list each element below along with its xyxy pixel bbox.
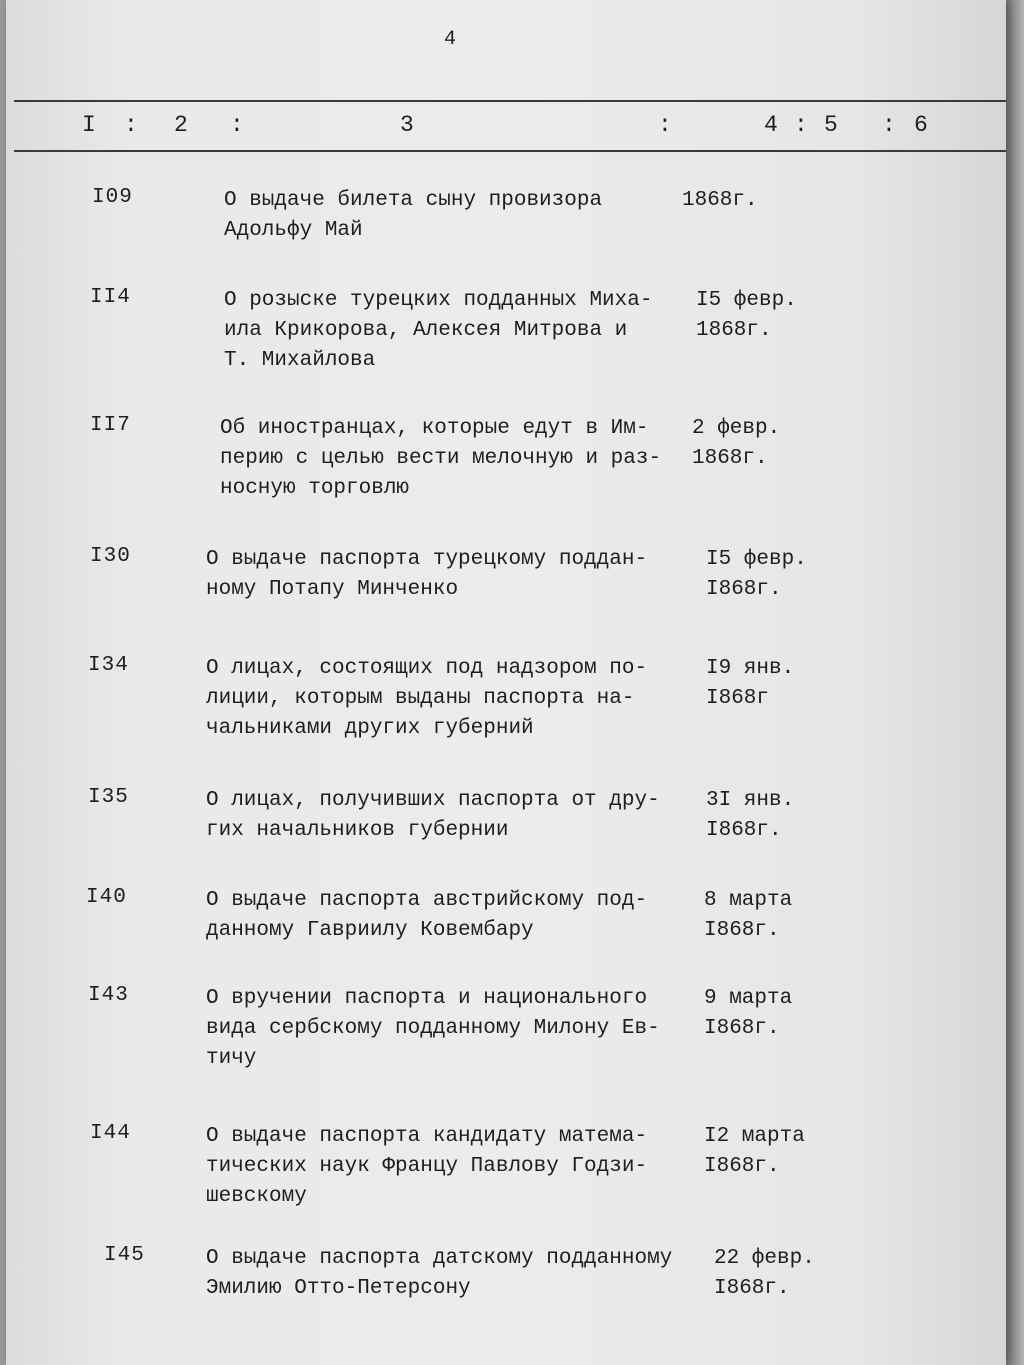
row-title: О лицах, получивших паспорта от дру- гих начальников губернии [206,789,660,842]
document-page [6,0,1006,1365]
row-number: I09 [92,186,133,209]
row-title: О выдаче паспорта турецкому поддан- ному Потапу Минченко [206,548,648,601]
row-number: I30 [90,545,131,568]
row-title: О выдаче билета сыну провизора Адольфу Май [224,189,603,242]
row-number: II4 [90,286,131,309]
row-date: 2 февр. 1868г. [692,417,781,470]
row-date: 9 марта I868г. [704,987,793,1040]
row-date: 8 марта I868г. [704,889,793,942]
row-title: Об иностранцах, которые едут в Им- перию с целью вести мелочную и раз- носную торговлю [220,417,662,500]
row-number: I34 [88,654,129,677]
row-title: О розыске турецких подданных Миха- ила Крикорова, Алексея Митрова и Т. Михайлова [224,289,653,372]
column-header-1: I [82,112,96,138]
row-number: I40 [86,886,127,909]
column-header-5: 5 [824,112,838,138]
row-date: 1868г. [682,189,758,212]
row-number: I44 [90,1122,131,1145]
column-header-3: 3 [400,112,414,138]
column-separator: : [882,112,896,138]
row-date: 3I янв. I868г. [706,789,795,842]
column-header-6: 6 [914,112,928,138]
row-title: О лицах, состоящих под надзором по- лиции, которым выданы паспорта на- чальниками других губерний [206,657,648,740]
column-separator: : [794,112,808,138]
row-date: 22 февр. I868г. [714,1247,815,1300]
column-separator: : [124,112,138,138]
row-title: О выдаче паспорта кандидату матема- тических наук Францу Павлову Годзи- шевскому [206,1125,648,1208]
row-date: I5 февр. 1868г. [696,289,797,342]
row-date: I9 янв. I868г [706,657,795,710]
header-rule-bottom [14,150,1006,152]
column-separator: : [658,112,672,138]
page-number: 4 [444,28,457,51]
column-separator: : [230,112,244,138]
column-header-2: 2 [174,112,188,138]
row-title: О вручении паспорта и национального вида сербскому подданному Милону Ев- тичу [206,987,660,1070]
row-number: I45 [104,1244,145,1267]
header-rule-top [14,100,1006,102]
row-date: I5 февр. I868г. [706,548,807,601]
row-title: О выдаче паспорта австрийскому под- данному Гавриилу Ковембару [206,889,648,942]
row-number: II7 [90,414,131,437]
row-date: I2 марта I868г. [704,1125,805,1178]
row-title: О выдаче паспорта датскому подданному Эмилию Отто-Петерсону [206,1247,673,1300]
row-number: I43 [88,984,129,1007]
page-edge-shadow [1004,0,1024,1365]
column-header-4: 4 [764,112,778,138]
row-number: I35 [88,786,129,809]
